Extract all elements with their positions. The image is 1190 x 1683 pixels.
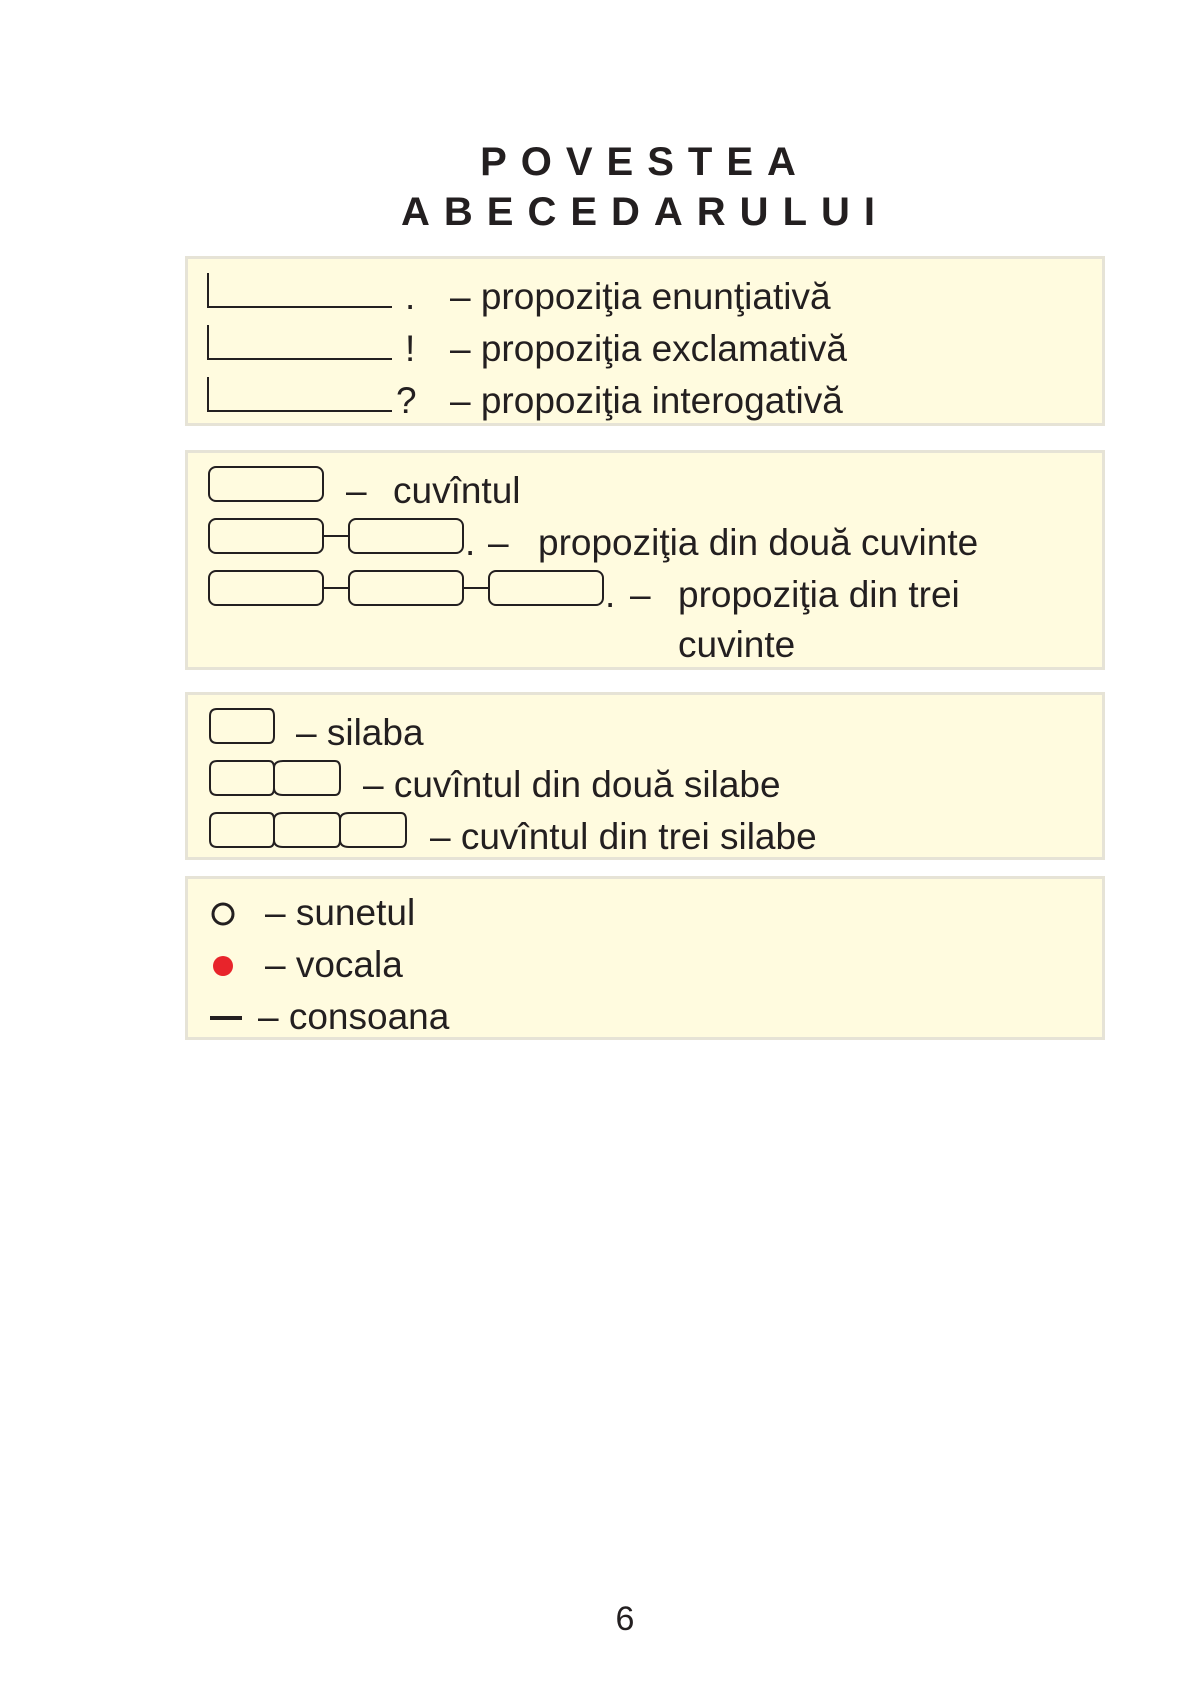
page-title-line-2: ABECEDARULUI: [401, 190, 889, 234]
three-word-dash: –: [630, 574, 651, 615]
sentence-mark-exclamation: !: [405, 328, 416, 369]
three-word-label-line-1: propoziţia din trei: [678, 574, 960, 615]
sentence-label-exclamative: – propoziţia exclamativă: [450, 328, 847, 369]
sounds-box: [185, 876, 1105, 1040]
word-dash: –: [346, 470, 367, 511]
page-number: 6: [615, 1600, 635, 1638]
syllable-icon: [208, 707, 288, 747]
three-syllable-word-icon: [208, 811, 428, 851]
word-label: cuvîntul: [393, 470, 521, 511]
dash-icon: [208, 1003, 244, 1033]
sentence-types-box: [185, 256, 1105, 426]
three-syllable-label: – cuvîntul din trei silabe: [430, 816, 817, 857]
two-syllable-label: – cuvîntul din două silabe: [363, 764, 781, 805]
two-word-dash: –: [488, 522, 509, 563]
syllable-label: – silaba: [296, 712, 424, 753]
sound-label: – sunetul: [265, 892, 416, 933]
two-word-sentence-icon: [208, 517, 478, 557]
sentence-mark-question: ?: [396, 380, 417, 421]
page-title-line-1: POVESTEA: [480, 140, 810, 184]
vowel-label: – vocala: [265, 944, 403, 985]
sentence-label-interrogative: – propoziţia interogativă: [450, 380, 843, 421]
open-circle-icon: [208, 899, 238, 929]
sentence-line-icon: [206, 323, 396, 363]
sentence-line-icon: [206, 375, 396, 415]
sentence-mark-period: .: [405, 276, 416, 317]
sentence-label-declarative: – propoziţia enunţiativă: [450, 276, 831, 317]
three-word-sentence-icon: [208, 569, 618, 609]
syllables-box: [185, 692, 1105, 860]
three-word-label-line-2: cuvinte: [678, 624, 796, 665]
word-box-icon: [208, 465, 328, 505]
two-syllable-word-icon: [208, 759, 358, 799]
two-word-period: .: [465, 522, 476, 563]
sentence-line-icon: [206, 271, 396, 311]
consonant-label: – consoana: [258, 996, 450, 1037]
words-box: [185, 450, 1105, 670]
red-dot-icon: [208, 951, 238, 981]
two-word-label: propoziţia din două cuvinte: [538, 522, 979, 563]
three-word-period: .: [605, 574, 616, 615]
